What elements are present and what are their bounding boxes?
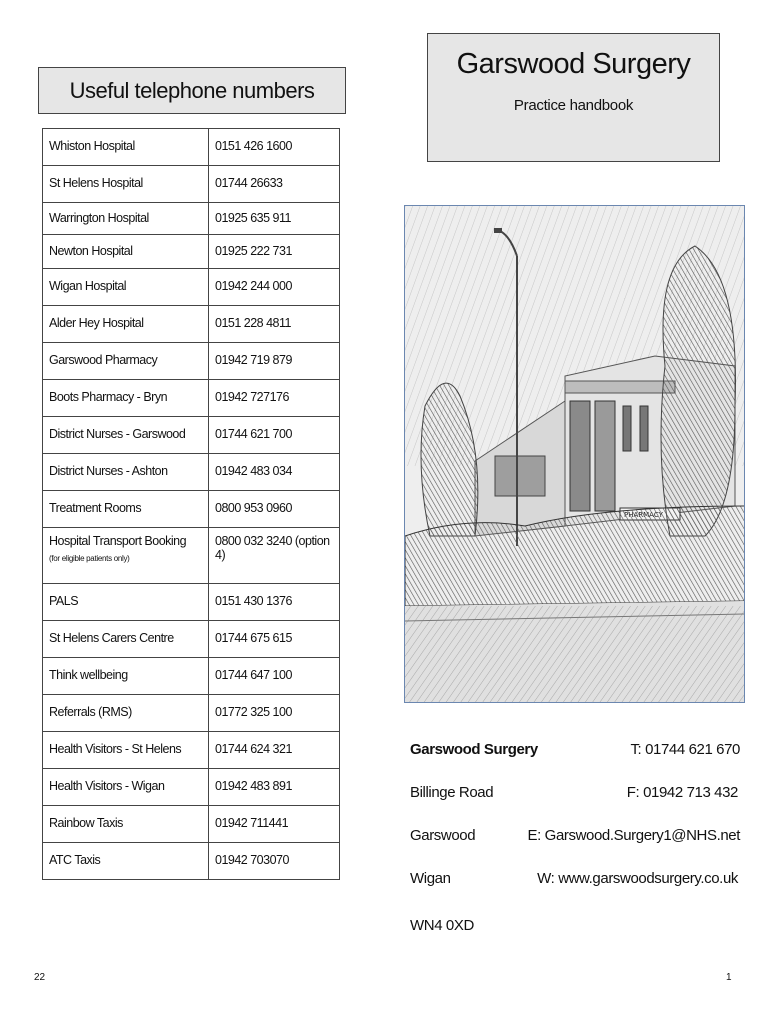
contact-name: District Nurses - Ashton — [43, 454, 209, 491]
fax-number: F: 01942 713 432 — [626, 784, 738, 801]
contact-name: Whiston Hospital — [43, 129, 209, 166]
table-row — [43, 454, 340, 491]
contact-number: 0800 953 0960 — [209, 491, 340, 528]
contact-name: Garswood Pharmacy — [43, 343, 209, 380]
contact-name: St Helens Carers Centre — [43, 621, 209, 658]
table-row — [43, 380, 340, 417]
contact-name: Referrals (RMS) — [43, 695, 209, 732]
contact-number: 01744 675 615 — [209, 621, 340, 658]
contact-number: 01942 244 000 — [209, 269, 340, 306]
table-row — [43, 658, 340, 695]
table-row — [43, 769, 340, 806]
table-row — [43, 584, 340, 621]
contact-name: St Helens Hospital — [43, 166, 209, 203]
phone-numbers-table — [42, 128, 340, 880]
phone-numbers-heading: Useful telephone numbers — [38, 67, 346, 114]
contact-number: 01925 222 731 — [209, 235, 340, 269]
page-number-left: 22 — [34, 972, 46, 983]
table-row — [43, 732, 340, 769]
contact-name: ATC Taxis — [43, 843, 209, 880]
contact-number: 0151 426 1600 — [209, 129, 340, 166]
practice-title: Garswood Surgery — [456, 48, 691, 80]
surgery-building-photo — [404, 205, 745, 703]
contact-number: 01744 26633 — [209, 166, 340, 203]
contact-number: 0151 228 4811 — [209, 306, 340, 343]
contact-name: Alder Hey Hospital — [43, 306, 209, 343]
table-row — [43, 843, 340, 880]
address-name: Garswood Surgery — [410, 741, 538, 758]
contact-name: Warrington Hospital — [43, 203, 209, 235]
address-line3: Wigan — [410, 870, 451, 887]
title-box — [427, 33, 720, 162]
table-row — [43, 129, 340, 166]
table-row — [43, 528, 340, 584]
contact-number: 0800 032 3240 (option 4) — [209, 528, 340, 584]
table-row — [43, 343, 340, 380]
practice-subtitle: Practice handbook — [513, 97, 634, 114]
table-row — [43, 491, 340, 528]
contact-number: 0151 430 1376 — [209, 584, 340, 621]
table-row — [43, 166, 340, 203]
table-row — [43, 417, 340, 454]
eligibility-note: (for eligible patients only) — [49, 553, 130, 563]
contact-number: 01942 703070 — [209, 843, 340, 880]
table-row — [43, 203, 340, 235]
contact-name: Treatment Rooms — [43, 491, 209, 528]
contact-name: Think wellbeing — [43, 658, 209, 695]
contact-name: Rainbow Taxis — [43, 806, 209, 843]
contact-number: 01942 727176 — [209, 380, 340, 417]
phone-number: T: 01744 621 670 — [630, 741, 740, 758]
contact-name: District Nurses - Garswood — [43, 417, 209, 454]
contact-name: Health Visitors - Wigan — [43, 769, 209, 806]
contact-name-cell — [43, 528, 209, 584]
page-number-right: 1 — [726, 972, 732, 983]
contact-number: 01942 483 891 — [209, 769, 340, 806]
contact-number: 01744 647 100 — [209, 658, 340, 695]
contact-name: PALS — [43, 584, 209, 621]
surgery-sketch-illustration — [405, 206, 745, 703]
contact-name: Wigan Hospital — [43, 269, 209, 306]
table-row — [43, 269, 340, 306]
address-line1: Billinge Road — [410, 784, 494, 801]
contact-number: 01772 325 100 — [209, 695, 340, 732]
table-row — [43, 235, 340, 269]
website-address: W: www.garswoodsurgery.co.uk — [537, 870, 738, 887]
contact-name: Newton Hospital — [43, 235, 209, 269]
contact-name: Hospital Transport Booking — [49, 534, 187, 548]
address-line2: Garswood — [410, 827, 476, 844]
contact-number: 01925 635 911 — [209, 203, 340, 235]
table-row — [43, 806, 340, 843]
table-row — [43, 621, 340, 658]
contact-number: 01744 621 700 — [209, 417, 340, 454]
address-postcode: WN4 0XD — [410, 917, 474, 934]
contact-number: 01744 624 321 — [209, 732, 340, 769]
contact-name: Health Visitors - St Helens — [43, 732, 209, 769]
email-address: E: Garswood.Surgery1@NHS.net — [527, 827, 740, 844]
table-row — [43, 306, 340, 343]
table-row — [43, 695, 340, 732]
contact-name: Boots Pharmacy - Bryn — [43, 380, 209, 417]
contact-number: 01942 483 034 — [209, 454, 340, 491]
contact-number: 01942 711441 — [209, 806, 340, 843]
contact-number: 01942 719 879 — [209, 343, 340, 380]
